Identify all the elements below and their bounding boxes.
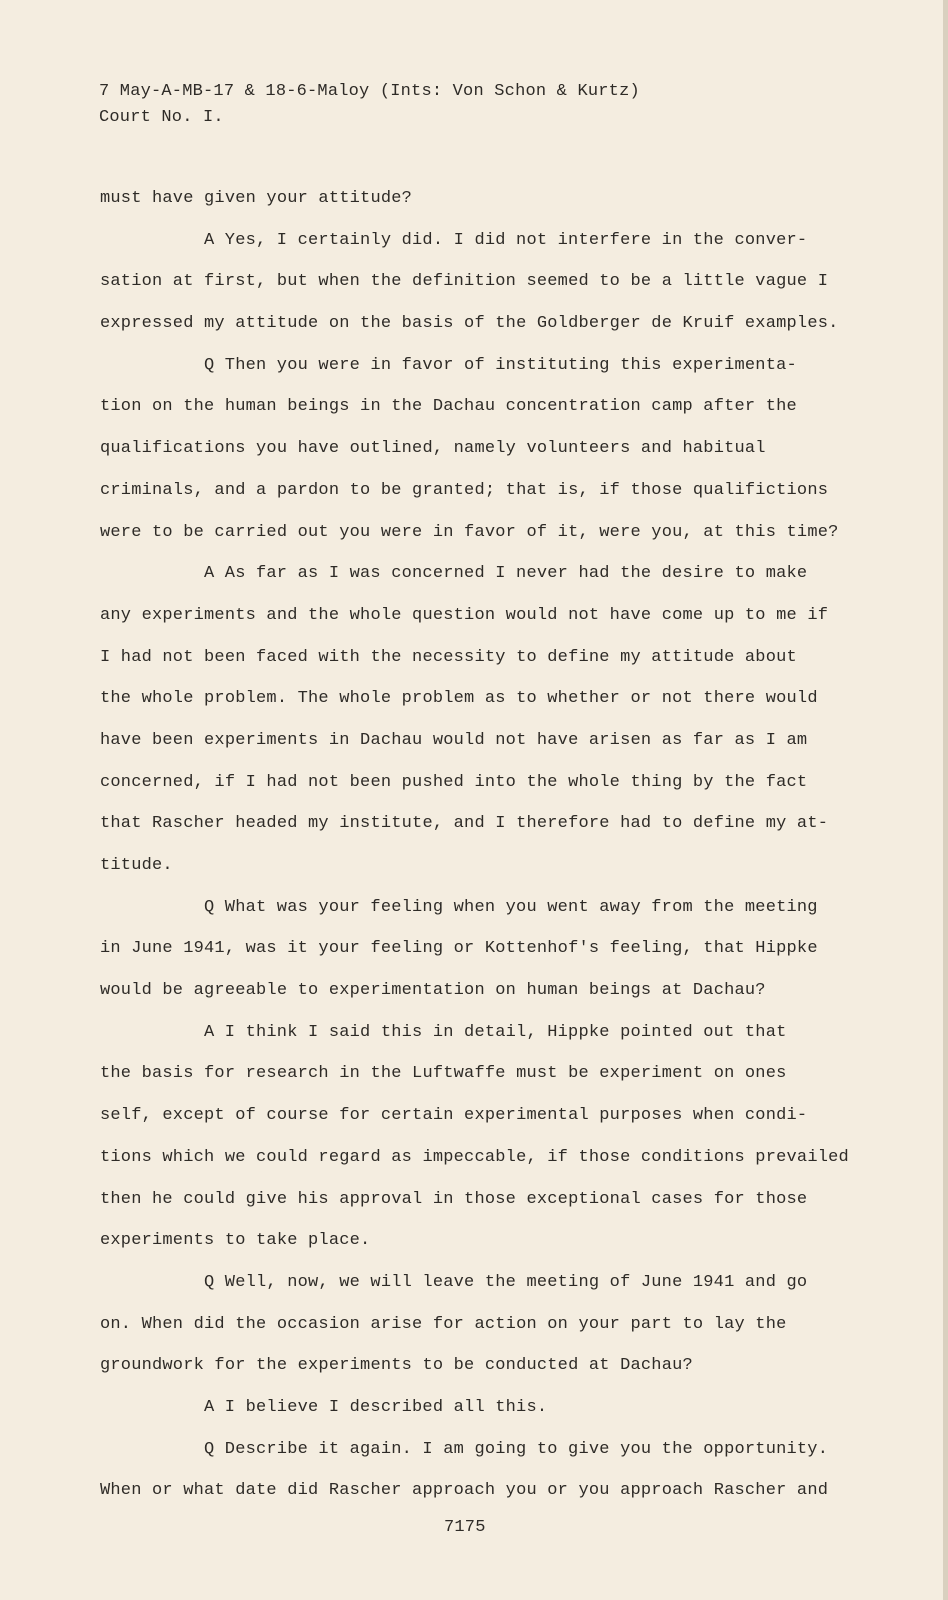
transcript-line: in June 1941, was it your feeling or Kottenhof's feeling, that Hippke	[100, 939, 818, 959]
transcript-line: self, except of course for certain experimental purposes when condi-	[100, 1106, 808, 1126]
transcript-line: I had not been faced with the necessity to define my attitude about	[100, 647, 797, 667]
transcript-line: expressed my attitude on the basis of the Goldberger de Kruif examples.	[100, 314, 839, 334]
transcript-line: experiments to take place.	[100, 1231, 371, 1251]
transcript-line: then he could give his approval in those exceptional cases for those	[100, 1189, 808, 1209]
transcript-line: Q Well, now, we will leave the meeting of June 1941 and go	[204, 1272, 808, 1292]
transcript-line: groundwork for the experiments to be conducted at Dachau?	[100, 1356, 693, 1376]
transcript-line: titude.	[100, 856, 173, 875]
transcript-line: tions which we could regard as impeccable, if those conditions prevailed	[100, 1147, 849, 1167]
header-case-line: 7 May-A-MB-17 & 18-6-Maloy (Ints: Von Schon & Kurtz)	[99, 82, 640, 101]
transcript-line: were to be carried out you were in favor of it, were you, at this time?	[100, 522, 839, 542]
transcript-line: must have given your attitude?	[100, 189, 413, 208]
transcript-line: A I think I said this in detail, Hippke pointed out that	[204, 1022, 787, 1042]
transcript-body	[100, 185, 849, 1519]
transcript-line: Q What was your feeling when you went away from the meeting	[204, 897, 818, 917]
transcript-line: that Rascher headed my institute, and I therefore had to define my at-	[100, 814, 829, 834]
transcript-line: on. When did the occasion arise for action on your part to lay the	[100, 1314, 787, 1334]
transcript-line: Q Then you were in favor of instituting this experimenta-	[204, 355, 797, 375]
header-court-line: Court No. I.	[99, 108, 224, 127]
transcript-line: would be agreeable to experimentation on human beings at Dachau?	[100, 981, 766, 1001]
page-header	[99, 79, 640, 131]
transcript-line: concerned, if I had not been pushed into the whole thing by the fact	[100, 772, 808, 792]
transcript-line: When or what date did Rascher approach you or you approach Rascher and	[100, 1481, 829, 1501]
transcript-line: tion on the human beings in the Dachau concentration camp after the	[100, 397, 797, 417]
transcript-line: the basis for research in the Luftwaffe must be experiment on ones	[100, 1064, 787, 1084]
transcript-line: qualifications you have outlined, namely volunteers and habitual	[100, 439, 766, 459]
page-number: 7175	[444, 1518, 486, 1537]
transcript-line: A Yes, I certainly did. I did not interfere in the conver-	[204, 230, 808, 250]
transcript-line: sation at first, but when the definition seemed to be a little vague I	[100, 272, 829, 292]
transcript-line: Q Describe it again. I am going to give you the opportunity.	[204, 1439, 829, 1459]
transcript-line: the whole problem. The whole problem as to whether or not there would	[100, 689, 818, 709]
transcript-line: criminals, and a pardon to be granted; that is, if those qualifictions	[100, 480, 829, 500]
transcript-line: A I believe I described all this.	[204, 1397, 548, 1417]
transcript-line: have been experiments in Dachau would not have arisen as far as I am	[100, 730, 808, 750]
transcript-line: A As far as I was concerned I never had the desire to make	[204, 564, 808, 584]
transcript-line: any experiments and the whole question would not have come up to me if	[100, 605, 829, 625]
